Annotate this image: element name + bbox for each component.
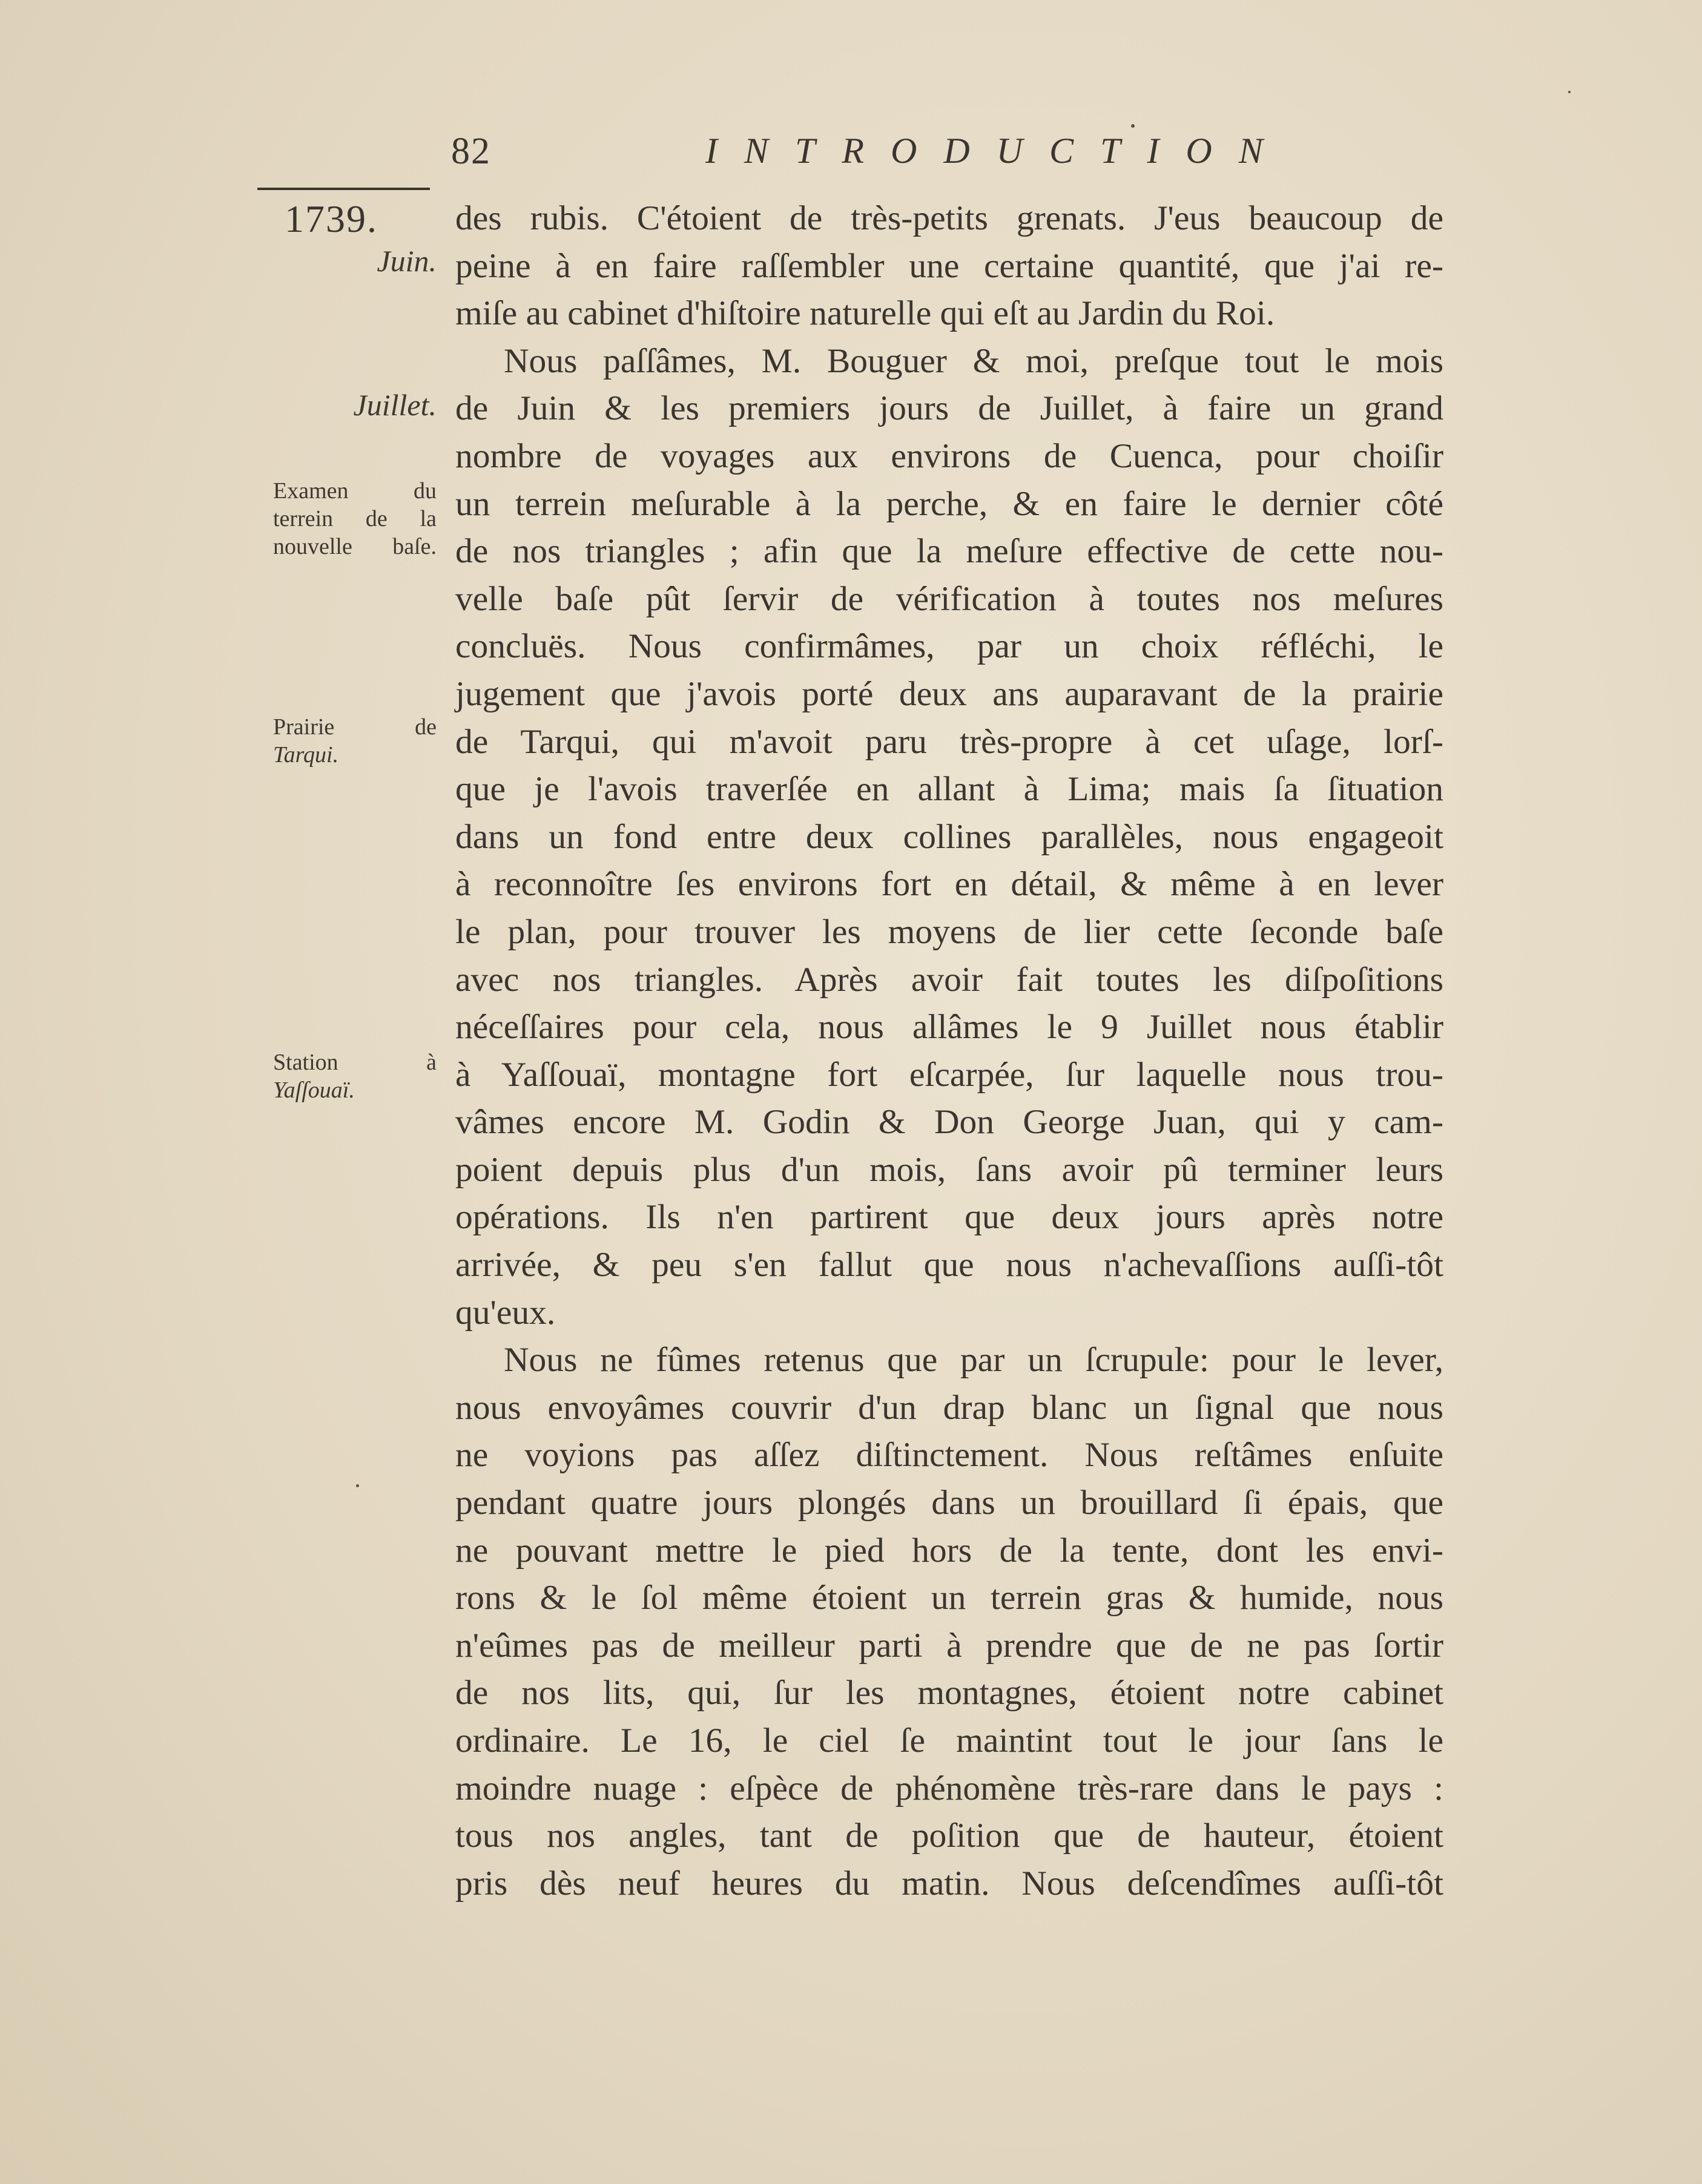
text-line: de nos lits, qui, ſur les montagnes, étoient notre cabinet: [455, 1674, 1443, 1712]
margin-note-prairie: [273, 713, 437, 769]
margin-note-prairie-place: Tarqui.: [273, 742, 339, 768]
text-line: le plan, pour trouver les moyens de lier cette ſeconde baſe: [455, 912, 1443, 951]
text-line: à reconnoître ſes environs fort en détail, & même à en lever: [455, 865, 1443, 904]
text-line: un terrein meſurable à la perche, & en faire le dernier côté: [455, 484, 1443, 523]
text-line: de nos triangles ; afin que la meſure effective de cette nou-: [455, 532, 1443, 571]
text-line: n'eûmes pas de meilleur parti à prendre que de ne pas ſortir: [455, 1626, 1443, 1665]
page-number: 82: [451, 131, 491, 172]
margin-note-station-place: Yaſſouaï.: [273, 1077, 355, 1103]
text-line: miſe au cabinet d'hiſtoire naturelle qui eſt au Jardin du Roi.: [455, 294, 1275, 333]
text-line: pris dès neuf heures du matin. Nous deſcendîmes auſſi-tôt: [455, 1864, 1443, 1903]
margin-rule: [257, 188, 430, 190]
text-line: Nous paſſâmes, M. Bouguer & moi, preſque tout le mois: [504, 341, 1443, 380]
text-line: concluës. Nous confirmâmes, par un choix réfléchi, le: [455, 627, 1443, 666]
text-line: des rubis. C'étoient de très-petits grenats. J'eus beaucoup de: [455, 199, 1443, 237]
text-line: pendant quatre jours plongés dans un brouillard ſi épais, que: [455, 1484, 1443, 1522]
text-line: velle baſe pût ſervir de vérification à toutes nos meſures: [455, 579, 1443, 618]
running-header: [451, 124, 1290, 179]
text-line: dans un fond entre deux collines parallèles, nous engageoit: [455, 817, 1443, 856]
margin-note-station-prefix: Station à: [273, 1050, 437, 1075]
margin-note-examen: Examen du terrein de la nouvelle baſe.: [273, 478, 437, 559]
text-line: arrivée, & peu s'en fallut que nous n'achevaſſions auſſi-tôt: [455, 1246, 1443, 1284]
text-line: Nous ne fûmes retenus que par un ſcrupule: pour le lever,: [504, 1341, 1443, 1380]
text-line: poient depuis plus d'un mois, ſans avoir pû terminer leurs: [455, 1150, 1443, 1189]
text-line: vâmes encore M. Godin & Don George Juan, qui y cam-: [455, 1103, 1443, 1142]
margin-note-station: [273, 1048, 437, 1104]
text-line: de Tarqui, qui m'avoit paru très-propre à cet uſage, lorſ-: [455, 722, 1443, 761]
margin-month-july: Juillet.: [353, 388, 437, 422]
text-line: néceſſaires pour cela, nous allâmes le 9 Juillet nous établir: [455, 1008, 1443, 1047]
text-line: opérations. Ils n'en partirent que deux jours après notre: [455, 1198, 1443, 1237]
text-line: nous envoyâmes couvrir d'un drap blanc un ſignal que nous: [455, 1388, 1443, 1427]
text-line: ne voyions pas aſſez diſtinctement. Nous reſtâmes enſuite: [455, 1436, 1443, 1475]
text-line: peine à en faire raſſembler une certaine quantité, que j'ai re-: [455, 246, 1443, 285]
paper-speck: [1131, 124, 1135, 128]
text-line: qu'eux.: [455, 1293, 556, 1332]
margin-year: 1739.: [285, 197, 378, 240]
text-line: ne pouvant mettre le pied hors de la tente, dont les envi-: [455, 1531, 1443, 1570]
text-line: nombre de voyages aux environs de Cuenca, pour choiſir: [455, 436, 1443, 475]
paper-speck: [1568, 91, 1571, 93]
paper-speck: [356, 1484, 359, 1487]
margin-month-june: Juin.: [377, 244, 437, 278]
text-line: moindre nuage : eſpèce de phénomène très-rare dans le pays :: [455, 1769, 1443, 1807]
text-line: à Yaſſouaï, montagne fort eſcarpée, ſur laquelle nous trou-: [455, 1055, 1443, 1094]
margin-note-prairie-prefix: Prairie de: [273, 714, 437, 740]
text-line: que je l'avois traverſée en allant à Lima; mais ſa ſituation: [455, 770, 1443, 809]
running-title: INTRODUCTION: [705, 131, 1290, 171]
body-text: [455, 195, 1443, 1907]
text-line: rons & le ſol même étoient un terrein gras & humide, nous: [455, 1579, 1443, 1617]
text-line: de Juin & les premiers jours de Juillet, à faire un grand: [455, 389, 1443, 428]
text-line: jugement que j'avois porté deux ans auparavant de la prairie: [455, 674, 1443, 713]
text-line: ordinaire. Le 16, le ciel ſe maintint tout le jour ſans le: [455, 1722, 1443, 1760]
text-line: avec nos triangles. Après avoir fait toutes les diſpoſitions: [455, 960, 1443, 999]
text-line: tous nos angles, tant de poſition que de hauteur, étoient: [455, 1817, 1443, 1855]
